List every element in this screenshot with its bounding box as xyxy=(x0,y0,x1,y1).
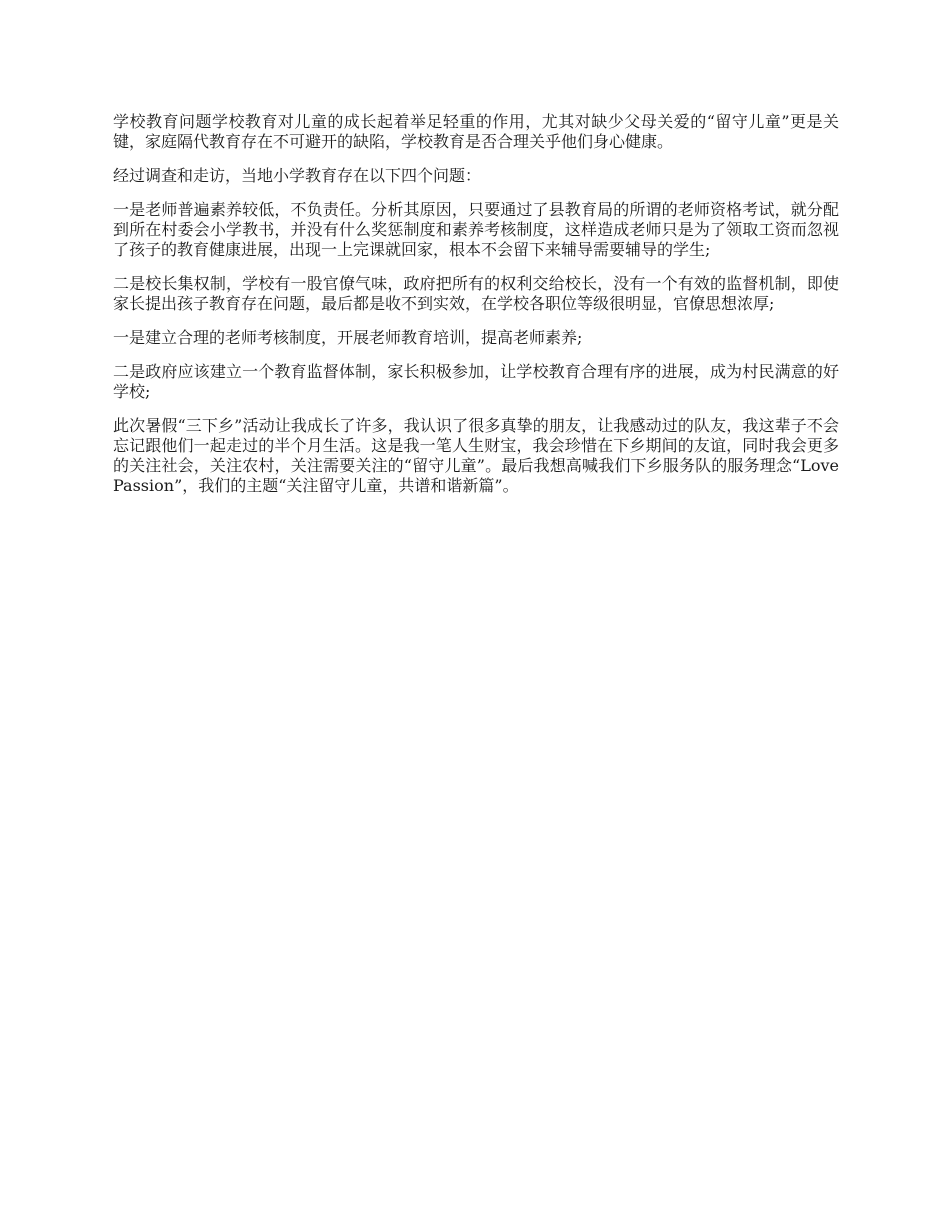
paragraph-problem-teacher-quality: 一是老师普遍素养较低，不负责任。分析其原因，只要通过了县教育局的所谓的老师资格考试，就分配到所在村委会小学教书，并没有什么奖惩制度和素养考核制度，这样造成老师只是为了领取工资而忽视了孩子的教育健康进展，出现一上完课就回家，根本不会留下来辅导需要辅导的学生; xyxy=(113,200,839,259)
paragraph-problem-principal-power: 二是校长集权制，学校有一股官僚气味，政府把所有的权利交给校长，没有一个有效的监督机制，即使家长提出孩子教育存在问题，最后都是收不到实效，在学校各职位等级很明显，官僚思想浓厚; xyxy=(113,274,839,313)
paragraph-solution-teacher-assessment: 一是建立合理的老师考核制度，开展老师教育培训，提高老师素养; xyxy=(113,328,583,347)
paragraph-conclusion: 此次暑假“三下乡”活动让我成长了许多，我认识了很多真挚的朋友，让我感动过的队友，我这辈子不会忘记跟他们一起走过的半个月生活。这是我一笔人生财宝，我会珍惜在下乡期间的友谊，同时我会更多的关注社会，关注农村，关注需要关注的“留守儿童”。最后我想高喊我们下乡服务队的服务理念“LovePassion”，我们的主题“关注留守儿童，共谱和谐新篇”。 xyxy=(113,416,839,495)
paragraph-survey-findings: 经过调查和走访，当地小学教育存在以下四个问题： xyxy=(113,166,482,185)
document-body xyxy=(113,112,839,510)
paragraph-solution-supervision: 二是政府应该建立一个教育监督体制，家长积极参加，让学校教育合理有序的进展，成为村民满意的好学校; xyxy=(113,362,839,401)
paragraph-school-education-intro: 学校教育问题学校教育对儿童的成长起着举足轻重的作用，尤其对缺少父母关爱的“留守儿童”更是关键，家庭隔代教育存在不可避开的缺陷，学校教育是否合理关乎他们身心健康。 xyxy=(113,112,839,151)
